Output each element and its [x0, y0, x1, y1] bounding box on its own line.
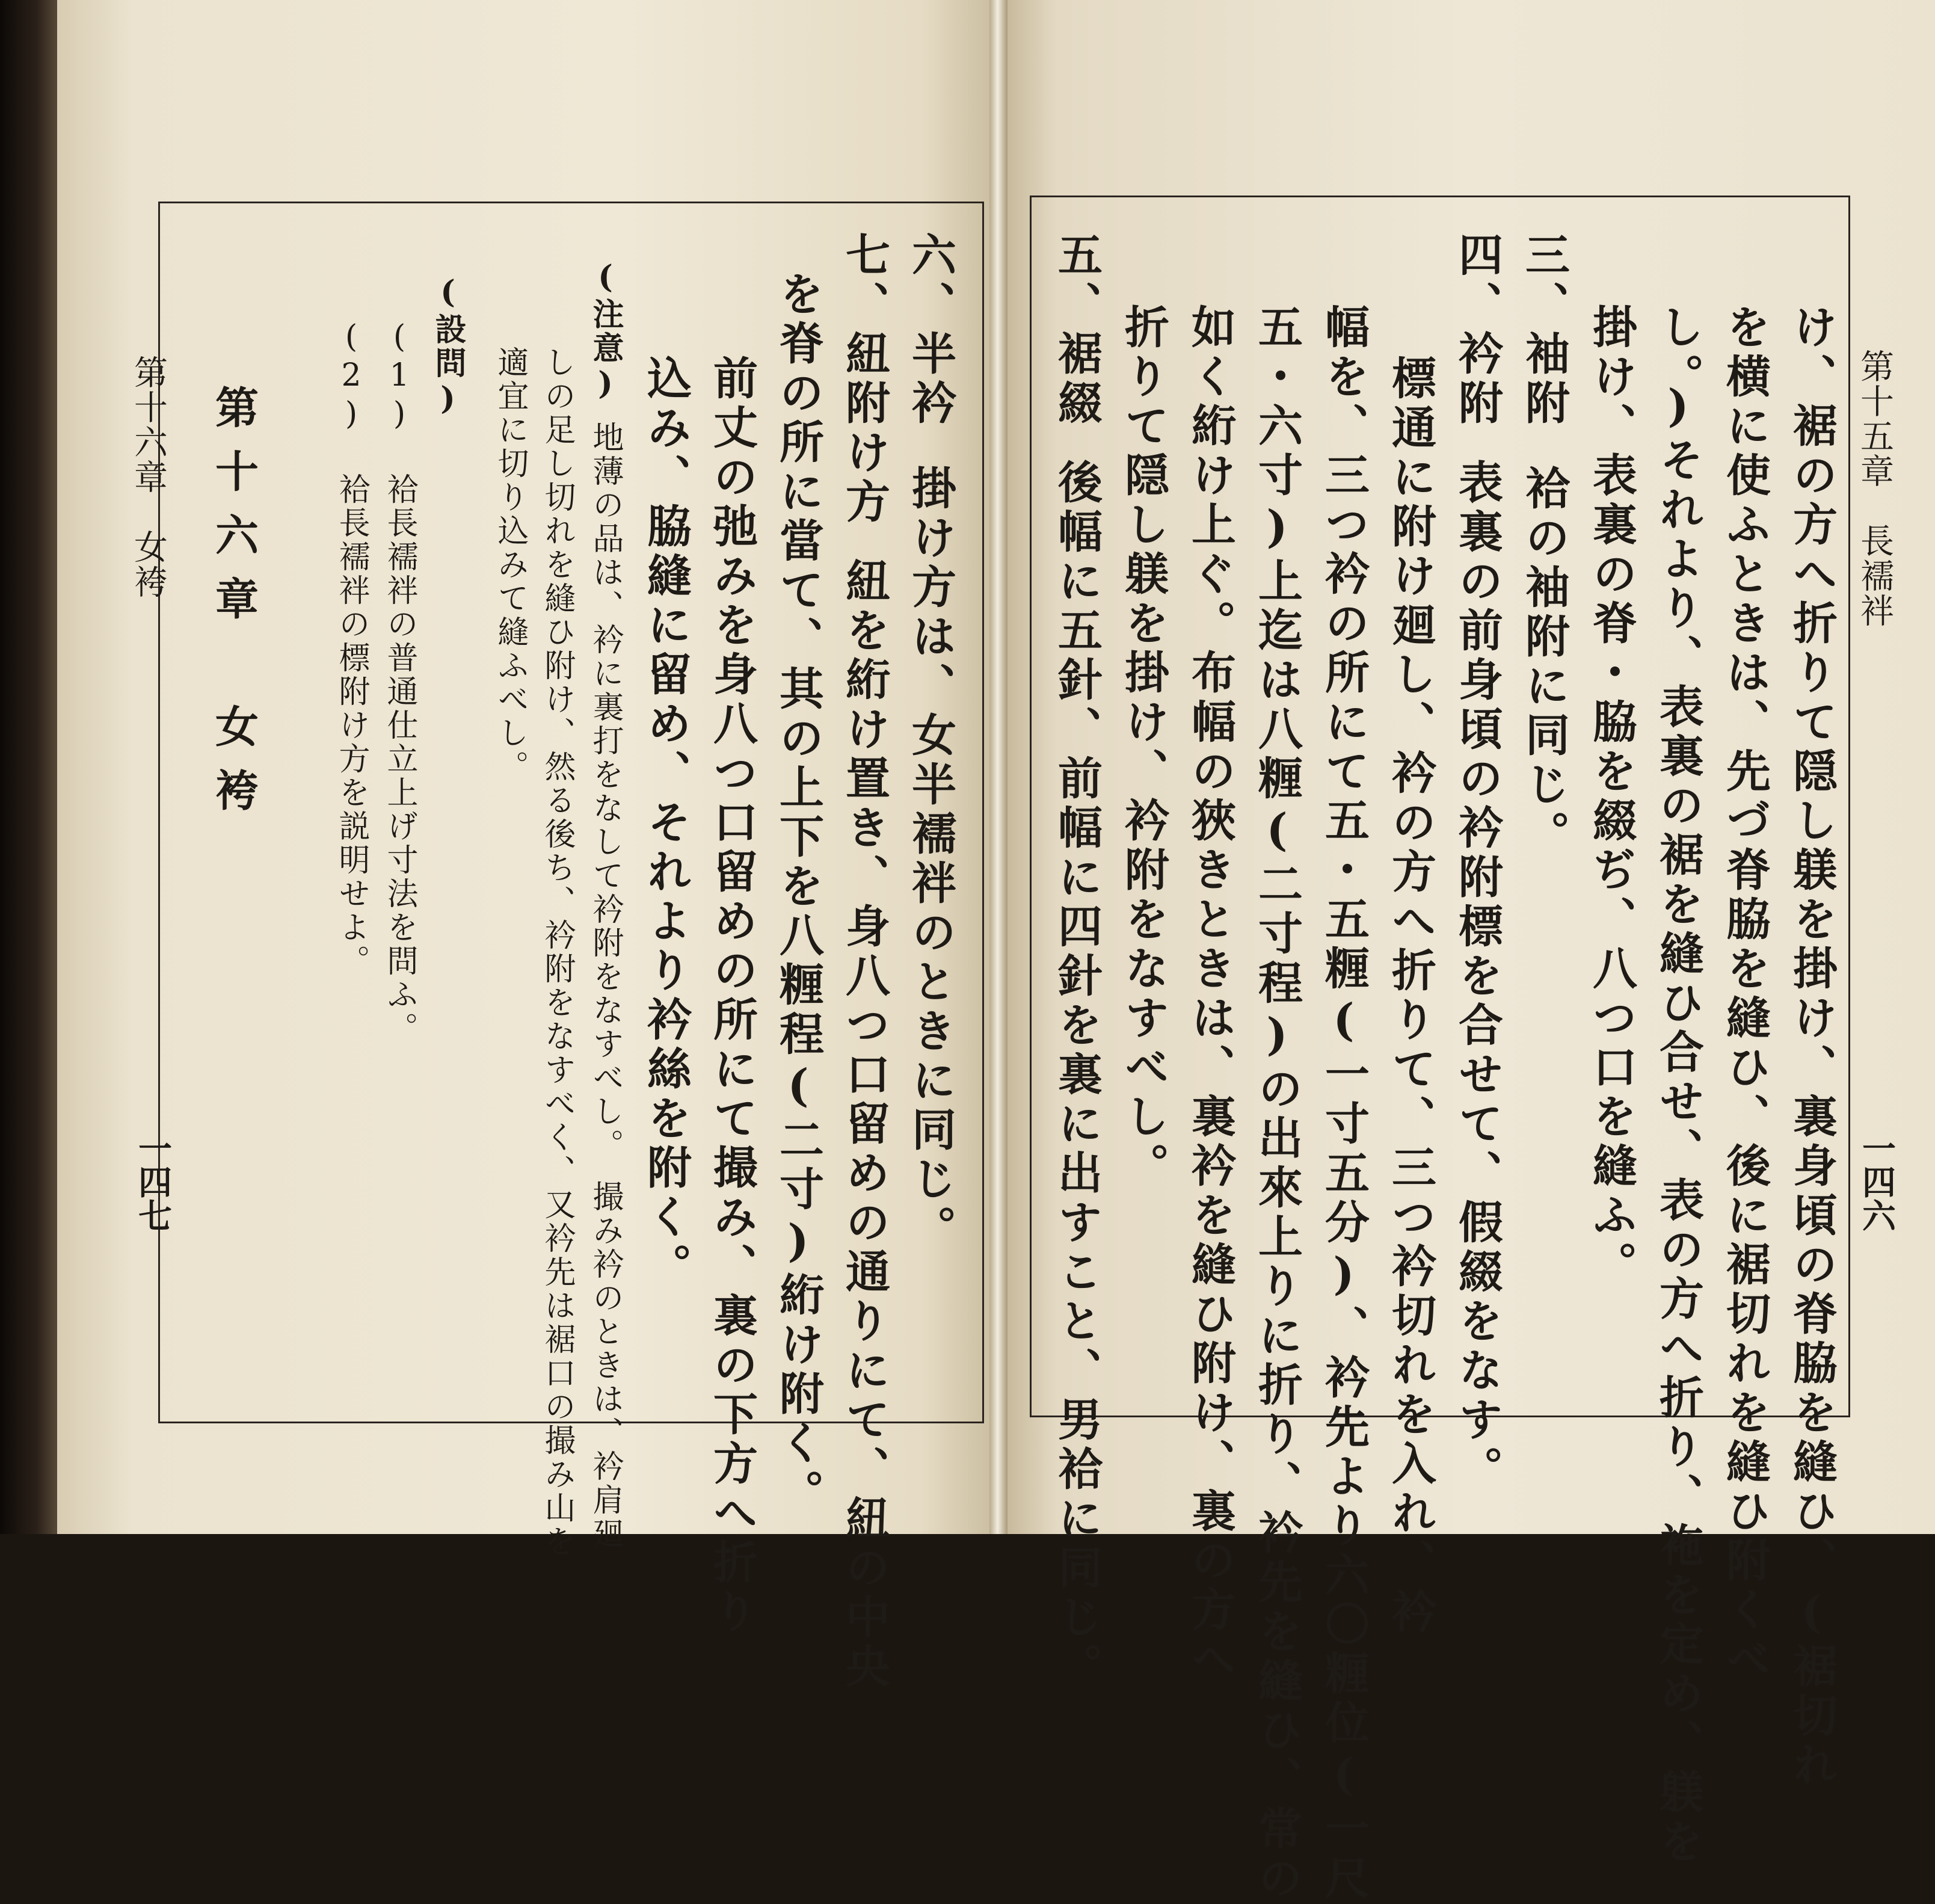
section-7-cont-2: 前丈の弛みを身八つ口留めの所にて撮み、裏の下方へ折り — [706, 355, 758, 1638]
intro-line-1: け、裾の方へ折りて隠し躾を掛け、裏身頃の脊脇を縫ひ、(裾切れ — [1786, 304, 1838, 1791]
right-page-number: 一四六 — [1857, 1131, 1897, 1232]
question-2: (2) 袷長襦袢の標附け方を説明せよ。 — [333, 319, 369, 978]
section-4-line-3: 幅を、三つ衿の所にて五・五糎(一寸五分)、衿先より六〇糎位(一尺 — [1318, 304, 1370, 1904]
section-6-line — [905, 232, 956, 1254]
book-gutter — [989, 0, 1007, 1534]
note-line-2: しの足し切れを縫ひ附け、然る後ち、衿附をなすべく、又衿先は裾口の撮み山を — [539, 346, 575, 1559]
section-4-line-6: 折りて隠し躾を掛け、衿附をなすべし。 — [1118, 304, 1169, 1192]
chapter-title: 第十六章 女袴 — [208, 385, 259, 831]
section-7-heading: 七、紐附け方 — [838, 232, 890, 528]
section-6-heading: 六、半衿 — [905, 232, 956, 429]
section-7-text: 紐を絎け置き、身八つ口留めの通りにて、紐の中央 — [838, 558, 890, 1692]
section-7-cont-3: 込み、脇縫に留め、それより衿絲を附く。 — [640, 355, 692, 1292]
right-running-head: 第十五章 長襦袢 — [1855, 349, 1894, 628]
note-label: (注意) — [587, 259, 624, 404]
section-5-line: 五、裾綴後幅に五針、前幅に四針を裏に出すこと、男袷に同じ。 — [1051, 232, 1103, 1692]
section-6-text: 掛け方は、女半襦袢のときに同じ。 — [905, 465, 956, 1254]
section-4-line-5: 如く絎け上ぐ。布幅の狹きときは、裏衿を縫ひ附け、裏の方へ — [1184, 304, 1236, 1685]
left-running-head: 第十六章 女袴 — [129, 355, 168, 599]
section-4-line-1: 四、衿附表裏の前身頃の衿附標を合せて、假綴をなす。 — [1451, 232, 1503, 1495]
section-4-line-2: 標通に附け廻し、衿の方へ折りて、三つ衿切れを入れ、衿 — [1385, 355, 1436, 1638]
intro-line-3: し。)それより、表裏の裾を縫ひ合せ、表の方へ折り、袘を定め、躾を — [1652, 304, 1704, 1867]
section-7-cont-1: を脊の所に當て、其の上下を八糎程(二寸)絎け附く。 — [772, 271, 824, 1518]
book-spine-edge — [0, 0, 66, 1534]
section-4-line-4: 五・六寸)上迄は八糎(二寸程)の出來上りに折り、衿先を縫ひ、常の — [1251, 304, 1303, 1904]
note-line-3: 適宜に切り込みて縫ふべし。 — [492, 346, 528, 784]
section-7-line — [838, 232, 890, 1692]
question-1: (1) 袷長襦袢の普通仕立上げ寸法を問ふ。 — [381, 319, 417, 1046]
left-page-number: 一四七 — [133, 1131, 173, 1232]
section-5-heading: 五、裾綴 — [1051, 232, 1103, 429]
intro-line-2: を横に使ふときは、先づ脊脇を縫ひ、後に裾切れを縫ひ附くべ — [1719, 304, 1771, 1685]
intro-line-4: 掛け、表裏の脊・脇を綴ぢ、八つ口を縫ふ。 — [1586, 304, 1637, 1290]
section-4-heading: 四、衿附 — [1451, 232, 1503, 429]
section-3-line: 三、袖附袷の袖附に同じ。 — [1518, 232, 1570, 860]
section-3-heading: 三、袖附 — [1518, 232, 1570, 429]
questions-label: (設問) — [429, 274, 466, 419]
note-line-1: (注意)地薄の品は、衿に裏打をなして衿附をなすべし。 撮み衿のときは、衿肩廻 — [587, 259, 624, 1551]
